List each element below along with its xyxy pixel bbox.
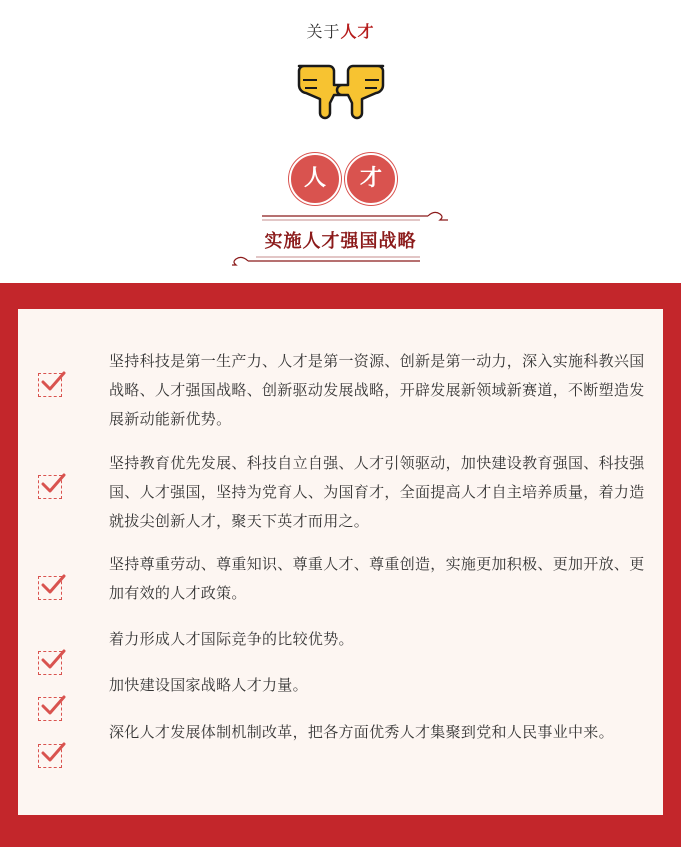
about-heading [0,19,681,42]
content-card [18,309,663,815]
check-icon [38,744,62,768]
check-icon [38,576,62,600]
subtitle: 实施人才强国战略 [264,231,417,252]
content-frame [0,283,681,847]
item-text: 坚持科技是第一生产力、人才是第一资源、创新是第一动力，深入实施科教兴国战略、人才强国战略、创新驱动发展战略，开辟发展新领域新赛道，不断塑造发展新动能新优势。 [109,352,645,428]
item-text: 坚持尊重劳动、尊重知识、尊重人才、尊重创造，实施更加积极、更加开放、更加有效的人才政策。 [109,555,645,602]
item-text: 坚持教育优先发展、科技自立自强、人才引领驱动，加快建设教育强国、科技强国、人才强国，坚持为党育人、为国育才，全面提高人才自主培养质量，着力造就拔尖创新人才，聚天下英才而用之。 [109,454,645,530]
item-text: 着力形成人才国际竞争的比较优势。 [109,630,354,648]
title-circle-ren: 人 [289,153,341,205]
about-prefix: 关于 [306,22,341,41]
title-circle-cai: 才 [345,153,397,205]
right-hand-icon [337,66,383,118]
check-icon [38,475,62,499]
check-icon [38,651,62,675]
about-emphasis: 人才 [340,22,375,41]
item-text: 加快建设国家战略人才力量。 [109,676,308,694]
header-section [0,0,681,283]
check-icon [38,373,62,397]
pointing-down-hands-icon [293,58,389,120]
title-circles [286,153,396,205]
check-icon [38,697,62,721]
item-text: 深化人才发展体制机制改革，把各方面优秀人才集聚到党和人民事业中来。 [109,723,614,741]
